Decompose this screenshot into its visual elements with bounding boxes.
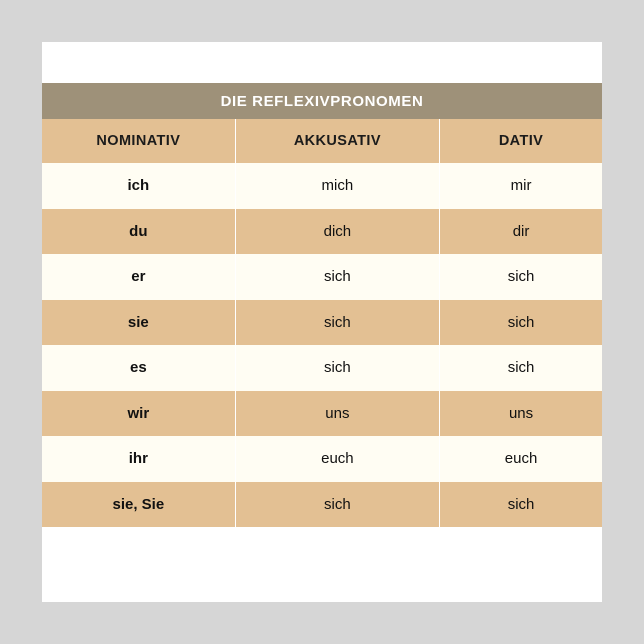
table-header-row	[42, 119, 602, 163]
cell-akkusativ: mich	[235, 163, 439, 209]
table-row	[42, 300, 602, 346]
cell-akkusativ: sich	[235, 254, 439, 300]
cell-dativ: sich	[440, 482, 602, 528]
cell-akkusativ: sich	[235, 482, 439, 528]
column-header-nominativ: NOMINATIV	[42, 119, 235, 163]
table-row	[42, 391, 602, 437]
cell-akkusativ: euch	[235, 436, 439, 482]
cell-nominativ: es	[42, 345, 235, 391]
table-row	[42, 163, 602, 209]
column-header-akkusativ: AKKUSATIV	[235, 119, 439, 163]
page-title: DIE REFLEXIVPRONOMEN	[42, 83, 602, 119]
table-row	[42, 345, 602, 391]
cell-akkusativ: sich	[235, 300, 439, 346]
cell-dativ: uns	[440, 391, 602, 437]
cell-nominativ: du	[42, 209, 235, 255]
cell-nominativ: er	[42, 254, 235, 300]
cell-nominativ: ich	[42, 163, 235, 209]
reflexive-pronouns-table-wrapper	[42, 83, 602, 527]
cell-dativ: sich	[440, 254, 602, 300]
column-header-dativ: DATIV	[440, 119, 602, 163]
cell-dativ: sich	[440, 300, 602, 346]
cell-dativ: sich	[440, 345, 602, 391]
table-row	[42, 436, 602, 482]
cell-nominativ: sie, Sie	[42, 482, 235, 528]
cell-dativ: mir	[440, 163, 602, 209]
poster-canvas	[42, 42, 602, 602]
reflexive-pronouns-table	[42, 83, 602, 527]
cell-nominativ: ihr	[42, 436, 235, 482]
cell-dativ: dir	[440, 209, 602, 255]
table-row	[42, 254, 602, 300]
table-row	[42, 209, 602, 255]
cell-akkusativ: uns	[235, 391, 439, 437]
cell-nominativ: wir	[42, 391, 235, 437]
cell-akkusativ: sich	[235, 345, 439, 391]
table-row	[42, 482, 602, 528]
cell-dativ: euch	[440, 436, 602, 482]
cell-nominativ: sie	[42, 300, 235, 346]
cell-akkusativ: dich	[235, 209, 439, 255]
table-title-row	[42, 83, 602, 119]
